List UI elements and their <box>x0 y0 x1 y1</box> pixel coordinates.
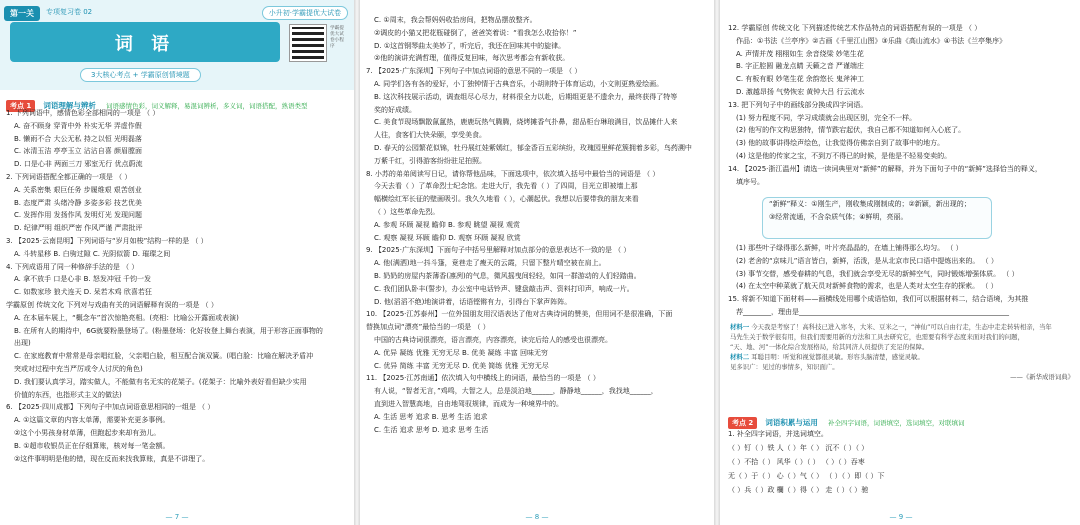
fill-blank-row[interactable]: （ ）兵（ ）政 欄（ ）得（ ） 走（ ）（ ）驰 <box>728 486 869 494</box>
fill-blank-section <box>728 427 1074 497</box>
question-line: 8. 小苏的弟弟阅读写日记，请你帮他品味，下面选项中，依次填入括号中最恰当的词语是 （ ） <box>366 169 660 178</box>
option-line: 突或对过程中充当严厉或令人讨厌的角色) <box>14 364 143 373</box>
question-line: 2. 下列词语搭配全都正确的一项是 （ ） <box>6 172 132 181</box>
passage-line: 幅横绘红军长征的壁画吸引。我久久地看（ ），心潮起伏。我想以后要带我的朋友来看 <box>374 195 639 204</box>
passage-line: 有人说，“智者无言，”鸡鸣，大智之人，总是淡泊地______，静静地______，我找地______， <box>374 387 658 396</box>
option-line: C. 观察 凝视 环顾 瞻仰 D. 观察 环顾 凝视 欣赏 <box>374 233 521 242</box>
kp-desc: 补全四字词语，词语填空，选词填空，对联填词 <box>828 419 965 427</box>
option-line: D. 我们要认真学习，踏实做人，不能做有名无实的花架子。(花架子：比喻外表好看但缺少实用 <box>14 377 307 386</box>
question-line: 1. 下列词语中，感情色彩全部相同的一项是 （ ） <box>6 109 160 117</box>
question-line: 4. 下列成语用了同一种修辞手法的是 （ ） <box>6 262 139 271</box>
sentence-line: (2) 老舍的“京味儿”语言皆白，新鲜，活泼，是从北京市民口语中提炼出来的。 （ ） <box>736 256 998 265</box>
question-line: 15. 将新不知道下面材料——画横线处用哪个成语恰如，我们可以根据材料二，结合语境，为其推 <box>728 295 1029 304</box>
sentence-line: (1) 那些叶子绿得那么新鲜，叶片亮晶晶的，在墙上铺得那么均匀。 （ ） <box>736 244 963 252</box>
material-2-text: 耳聪目明：听觉和视觉都很灵敏。形容头脑清楚，感觉灵敏。 <box>751 353 924 361</box>
option-line: ②他的演讲充满哲理，值得反复回味，每次思考都会有新收获。 <box>374 54 570 63</box>
qr-code[interactable] <box>290 25 326 61</box>
page-title: 词 语 <box>114 34 176 55</box>
option-line: ②调皮的小猫又把花瓶碰倒了，爸爸笑着说：“看我怎么收拾你！” <box>374 28 577 37</box>
kp-tag: 考点 1 <box>6 100 35 112</box>
answer-line-row <box>728 306 1074 319</box>
question-list-p8 <box>366 14 708 436</box>
question-list-p9 <box>728 22 1074 188</box>
question-line: 9. 【2025·广东深圳】下面句子中括号里解释对加点部分的意思表达不一致的是 （ ） <box>366 246 631 255</box>
slogan-badge: 3大核心考点 + 学霸原创情境题 <box>80 68 201 82</box>
lesson-label: 专项复习卷 02 <box>46 8 93 16</box>
option-line: B. 懒雨不合 大公无私 持之以恒 光明磊落 <box>14 134 142 143</box>
option-line: A. 优异 凝练 优雅 无穷无尽 B. 优美 凝练 丰富 回味无穷 <box>374 348 548 357</box>
material-1-text: 今天我是考察了！高科技已进入寒冬，大米、豆米之一，“神仙”可以自由行走，生态中走走转转相亲，当年 <box>751 323 1052 331</box>
passage-line: 今天去看（ ）了革命烈士纪念馆。走进大厅，我先看（ ）了四周，目光立即被墙上那 <box>374 182 638 191</box>
passage-line: 直到进入智慧高地，自由地驾驭规律，而成为一种境界中的。 <box>374 399 563 408</box>
fill-blank-row[interactable]: （ ）钉（ ）铁 人（ ）年（ ） 沉不（ ）（ ） <box>728 444 869 452</box>
option-line: C. 如数家珍 狼犬连天 D. 呆若木鸡 欣喜若狂 <box>14 288 152 297</box>
option-line: C. 我们团队卧丰(誓步)，办公室中电话铃声、键盘敲击声、资料打印声，响成一片。 <box>374 284 634 293</box>
option-line: D. 激越昂扬 气势恢宏 黄钟大吕 行云流水 <box>736 87 865 96</box>
option-line: B. 态度严肃 头绪冷静 多姿多彩 技艺优美 <box>14 198 142 207</box>
option-line: C. 美食节现场飘散氤氲热，鹿鹿玩热气腾腾，烧烤摊香气扑鼻，甜品柜台琳琅满目，饮品摊什人来 <box>374 118 678 127</box>
option-line: A. 参观 环顾 凝视 瞻仰 B. 参观 眺望 凝视 观赏 <box>374 220 520 229</box>
kp-desc: 词语感情色彩，词义解释，易混词辨析，多义词，词语搭配，熟语类型 <box>106 102 308 110</box>
option-line: ②这个小男孩身材单薄，但跑起步来却有劲儿。 <box>14 428 161 437</box>
question-line: 1. 补全四字词语，并选词填空。 <box>728 430 828 438</box>
answer-prompt[interactable]: 荐________，理由是____________________________________________________________ <box>736 308 1009 316</box>
kp-tag: 考点 2 <box>728 417 757 429</box>
page-number: — 8 — <box>525 513 549 521</box>
option-line: A. 在本届车展上，“概念车”首次惊艳亮相。(亮相：比喻公开露面或表演) <box>14 313 239 322</box>
option-line: 万紫千红，引得游客纷纷驻足拍照。 <box>374 156 486 165</box>
option-line: 人往，食客们大快朵颐，享受美食。 <box>374 131 486 140</box>
sentence-line: (4) 这是他的传家之宝，不到万不得已的时候，是他是不轻易变卖的。 <box>736 151 952 160</box>
sentence-line: (1) 努力程度不同，学习成绩就会出现区别，完全不一样。 <box>736 113 917 122</box>
material-2-text-b: 见多识广：见过的事情多，知识面广。 <box>730 363 839 371</box>
option-line: D. 口是心非 两面三刀 邪室无行 优点蔚流 <box>14 160 143 169</box>
question-line: 6. 【2025·四川成都】下列句子中加点词语意思相同的一组是 （ ） <box>6 403 215 412</box>
option-line: B. ①超市收银员正在仔细算账，核对每一笔金额。 <box>14 441 170 450</box>
page-number: — 9 — <box>889 513 913 521</box>
material-1-title: 材料一 <box>730 323 750 331</box>
knowledge-point-1 <box>6 93 348 110</box>
brand-badge: 小升初·学霸提优大试卷 <box>262 6 348 20</box>
page-number: — 7 — <box>165 513 189 521</box>
question-line: 12. 学霸原创 传统文化 下列描述传统艺术作品特点的词语搭配有误的一项是 （ ） <box>728 24 982 32</box>
question-line: 学霸原创 传统文化 下列对与戏曲有关的词语解释有误的一项是 （ ） <box>6 300 218 309</box>
question-line: 14. 【2025·浙江温州】请选一读词典里对“新鲜”的解释，并为下面句子中的“新鲜”选择恰当的释义， <box>728 164 1042 173</box>
question-line: 11. 【2025·江苏南通】依次填入句中横线上的词语，最恰当的一项是 （ ） <box>366 374 600 383</box>
option-line: D. 他(滔滔不绝)地演讲着，话语铿锵有力，引得台下掌声阵阵。 <box>374 297 572 306</box>
page-header <box>0 0 354 90</box>
option-line: ②这件事明明是他的错，现在反而来找我算账，真是不讲理了。 <box>14 454 210 463</box>
qr-caption: 学霸提优大试卷小程序 <box>330 26 344 49</box>
option-line: B. 这次科技展示活动，调查组尽心尽力，材料很全力以赴，后期组更是不遗余力，最终获得了特等 <box>374 92 678 101</box>
sentence-line: (2) 他写的作文构思独特，情节跌宕起伏，我自己都不知道如何入心底了。 <box>736 126 966 135</box>
passage-line: （ ）这些革命先烈。 <box>374 207 440 216</box>
knowledge-point-2 <box>728 410 1074 427</box>
option-line: D. 纪律严明 组织严密 作风严谨 严肃批评 <box>14 224 143 233</box>
option-line: D. ①这首钢琴曲太美妙了，听完后，我还在回味其中的旋律。 <box>374 41 566 50</box>
page-gutter <box>714 0 720 525</box>
material-1-text-b: 马先生关于数学很有用，但我们需要用新的方法和工具去研究它，也需要有科学态度来面对我们的问题， <box>730 333 1024 341</box>
passage-line: 中国的古典诗词很漂亮，语言漂亮，内容漂亮，读完后给人的感受也很漂亮。 <box>374 335 612 344</box>
page-middle <box>360 0 714 525</box>
fill-blank-row[interactable]: 无（ ）于（ ） 心（ ）气（ ） （ ）（ ）即（ ）下 <box>728 472 885 480</box>
option-line: C. 优异 简练 丰富 无穷无尽 D. 优美 简练 优雅 无穷无尽 <box>374 361 549 370</box>
materials-block <box>730 322 1074 414</box>
level-pill: 第一关 <box>4 6 40 21</box>
question-line: 13. 把下列句子中的画线部分换成四字词语。 <box>728 100 868 109</box>
option-line: A. 他(满洒)地一抖斗篷，竟巷走了瘦天的云霞，只留下整片晴空被在肩上。 <box>374 259 606 268</box>
kp-title: 词语积累与运用 <box>765 418 818 427</box>
question-line: 7. 【2025·广东深圳】下列句子中加点词语的意思不同的一项是 （ ） <box>366 67 582 76</box>
sentence-line: (3) 他的故事讲得绘声绘色，让我觉得仿佛亲自到了故事中的地方。 <box>736 139 945 148</box>
option-line: C. 发挥作用 发扬作风 发明灯光 发现问题 <box>14 211 143 220</box>
option-line: A. 关系密集 艰巨任务 步履维艰 艰苦创业 <box>14 185 142 194</box>
option-line: A. 生活 思考 追求 B. 思考 生活 追求 <box>374 412 488 421</box>
option-line: A. 拿不放手 口是心非 B. 怒发冲冠 千钧一发 <box>14 275 152 284</box>
material-1-text-c: “天、地、河”一体化综合发展格局，给其同济人员提供了充足的保障。 <box>730 343 929 351</box>
option-line: A. 同学们各有各的爱好，小丁独钟情于古典音乐，小胡则特于体育运动，小文则更熟爱绘画。 <box>374 79 664 88</box>
sentence-line: (3) 事节交替，感受春耕的气息，我们就会享受无尽的新鲜空气，同时锻炼增强体质。 （ ） <box>736 269 1019 278</box>
option-line: 价值的东西，也指形式主义的做法) <box>14 390 122 399</box>
question-line: 3. 【2025·云南昆明】下列词语与“岁月如梭”结构一样的是 （ ） <box>6 236 208 245</box>
definition-line: “新鲜”释义：①刚生产，刚收集成刚制成的；②新颖，新出现的； <box>769 200 971 208</box>
definition-box <box>762 197 992 239</box>
question-line: 10. 【2025·江苏泰州】一位外国朋友用汉语表达了他对古典诗词的赞美，但用词不是很准确，下面 <box>366 310 673 319</box>
option-line: C. 在家庭教育中常常是母亲唱红脸，父亲唱白脸，相互配合演双簧。(唱白脸：比喻在解决矛盾冲 <box>14 352 314 361</box>
material-2-title: 材料二 <box>730 353 750 361</box>
page-right <box>722 0 1080 525</box>
question-list-p7 <box>6 107 348 465</box>
option-line: C. 有板有眼 妙笔生花 余韵悠长 鬼斧神工 <box>736 75 865 84</box>
option-line: 奖的好成绩。 <box>374 105 416 114</box>
option-line: B. 在所有人的期待中，6G就要粉墨登场了。(粉墨登场：化好妆登上舞台表演，用于形容正面事物的 <box>14 326 323 335</box>
kp-title: 词语理解与辨析 <box>43 101 96 110</box>
page-left <box>0 0 354 525</box>
question-list-p9b <box>728 242 1074 306</box>
option-line: B. 字正腔圆 融龙点睛 天籁之音 严谨端庄 <box>736 62 864 71</box>
option-line: C. ①周末，我会帮妈妈收拾房间，把物品摆放整齐。 <box>374 16 537 24</box>
sentence-line: (4) 在太空中种菜就了航天员对新鲜食物的需求，也是人类对太空生存的探索。 （ ） <box>736 282 998 291</box>
definition-line: ③经常流通，不含杂质气体；④鲜明，亮丽。 <box>769 213 908 221</box>
option-line: C. 生活 追求 思考 D. 追求 思考 生活 <box>374 425 489 434</box>
option-line: A. 声情并茂 栩栩如生 余音绕梁 妙笔生花 <box>736 49 864 58</box>
option-line: A. ①这篇文章的内容太单薄，需要补充更多事例。 <box>14 416 170 425</box>
question-line: 替换加点词“漂亮”最恰当的一项是 （ ） <box>366 323 490 332</box>
material-source: ——《新华成语词典》 <box>1010 373 1074 381</box>
option-line: D. 春天的公园繁花似锦，牡丹展红娃紫嫣红，郁金香百五彩缤纷，玫瑰园里鲜花簇拥着多彩，鸟药溯中 <box>374 143 692 152</box>
question-line: 填序号。 <box>736 177 764 186</box>
option-line: 出现) <box>14 339 31 348</box>
option-line: C. 冰清玉洁 亭亭玉立 沾沾自喜 颜眉膛面 <box>14 147 143 156</box>
option-line: B. 奶奶的房屋内茶薄香(凛冽)的气息，微风摇曳间轻轻，如同一群游动的人们轻踏曲。 <box>374 271 641 280</box>
option-line: 作品：①书法《兰亭序》②古画《千里江山图》③乐曲《高山流水》④书法《兰亭集序》 <box>736 36 1007 45</box>
fill-blank-row[interactable]: （ ）不拾（ ） 风华（ ）（ ） （ ）（ ）吞枣 <box>728 458 865 466</box>
option-line: A. 斗转星移 B. 白驹过隙 C. 光阴似箭 D. 璀璨之间 <box>14 249 171 258</box>
option-line: A. 奋不顾身 穿背中外 朴实无华 弄虚作假 <box>14 121 142 130</box>
